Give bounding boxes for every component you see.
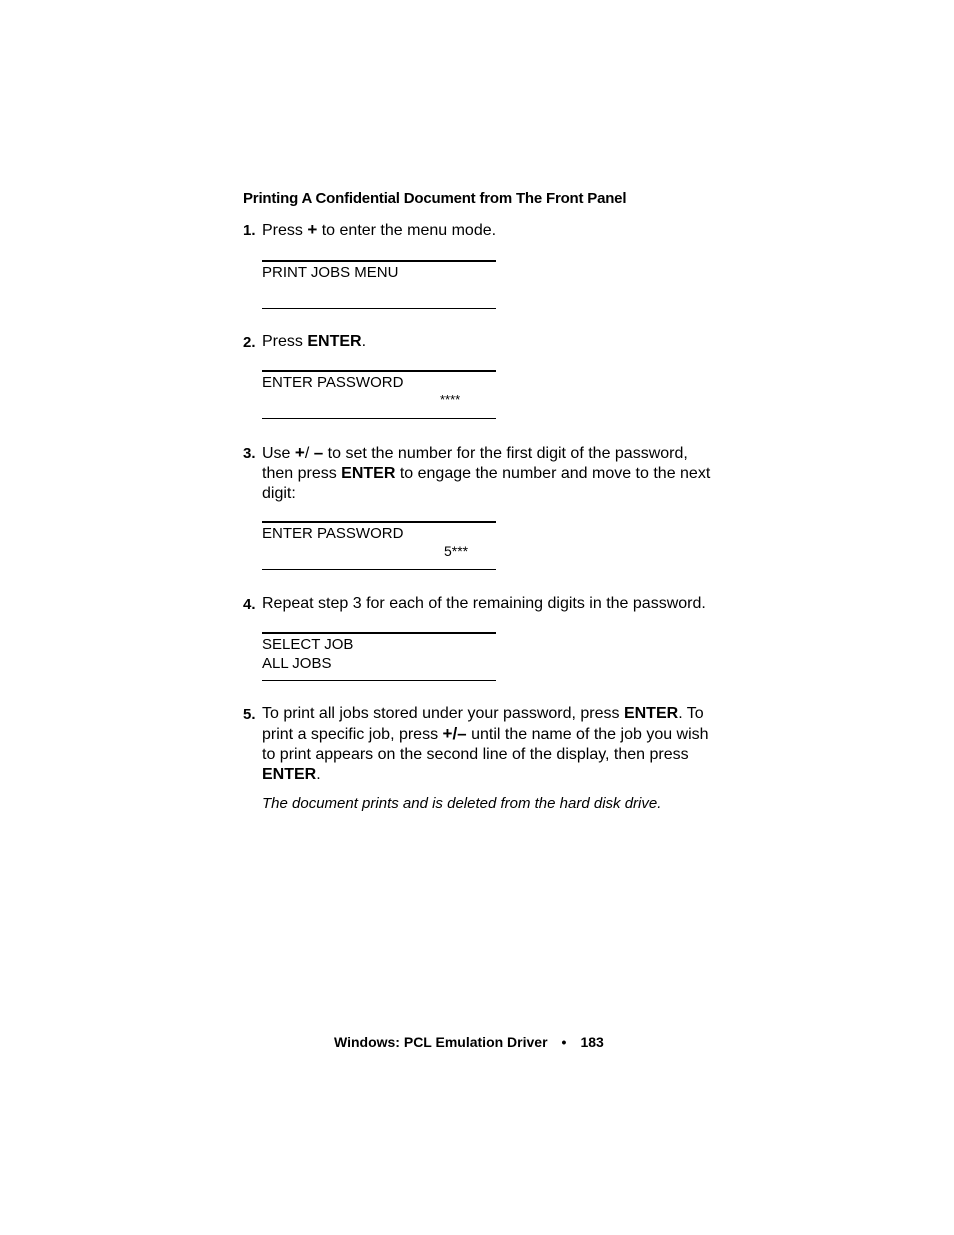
- step-3-number: 3.: [243, 445, 256, 462]
- display-line-1: SELECT JOB: [262, 636, 354, 653]
- step-2-number: 2.: [243, 334, 256, 351]
- footer-section-title: Windows: PCL Emulation Driver: [334, 1034, 548, 1050]
- section-heading: Printing A Confidential Document from The Front Panel: [243, 190, 627, 207]
- display-line-1: PRINT JOBS MENU: [262, 264, 399, 281]
- display-line-2: ALL JOBS: [262, 655, 332, 672]
- display-line-1: ENTER PASSWORD: [262, 374, 404, 391]
- step-3-text: Use +/ – to set the number for the first digit of the password, then press ENTER to engage the number and move to the next digit:: [262, 443, 711, 502]
- step-2-display: [262, 370, 496, 419]
- password-mask: ****: [440, 392, 461, 407]
- password-entry: 5***: [444, 543, 469, 559]
- page-footer: [334, 1034, 604, 1050]
- step-4-text: Repeat step 3 for each of the remaining digits in the password.: [262, 595, 706, 612]
- step-4-display: [262, 632, 496, 681]
- footer-bullet: •: [561, 1034, 567, 1050]
- step-5-number: 5.: [243, 706, 256, 723]
- step-2-text: Press ENTER.: [262, 333, 367, 350]
- step-5-result: The document prints and is deleted from the hard disk drive.: [262, 795, 662, 812]
- page-number: 183: [580, 1034, 604, 1050]
- display-line-1: ENTER PASSWORD: [262, 525, 404, 542]
- step-5-text: To print all jobs stored under your password, press ENTER. To print a specific job, press +/– until the name of the job you wish to print appears on the second line of the display, then press ENTER.: [262, 705, 709, 783]
- step-3-display: [262, 521, 496, 570]
- step-1-text: Press + to enter the menu mode.: [262, 220, 497, 239]
- step-1-display: [262, 260, 496, 309]
- step-1-number: 1.: [243, 222, 256, 239]
- step-4-number: 4.: [243, 596, 256, 613]
